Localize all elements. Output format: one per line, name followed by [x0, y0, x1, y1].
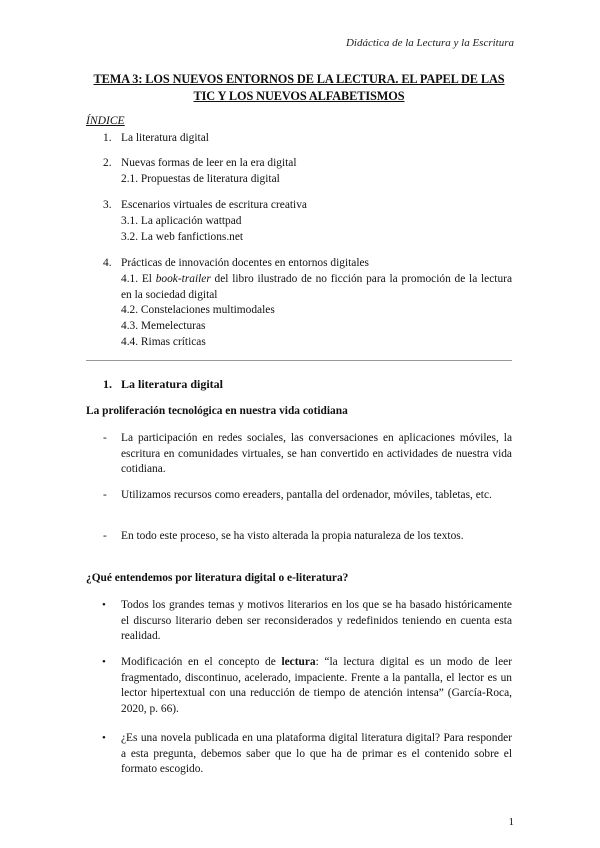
index-num: 3. [103, 199, 112, 211]
index-item: Nuevas formas de leer en la era digital [121, 157, 297, 169]
bullet-item: Todos los grandes temas y motivos literarios en los que se ha basado históricamente el discurso literario deben ser reconsiderados y redefinidos teniendo en cuenta esta realidad. [121, 599, 512, 642]
question-heading: ¿Qué entendemos por literatura digital o e-literatura? [86, 572, 349, 584]
page-number: 1 [508, 816, 514, 828]
index-subitem: 3.2. La web fanfictions.net [121, 231, 244, 243]
bullet-item: ¿Es una novela publicada en una plataforma digital literatura digital? Para responder a esta pregunta, debemos saber que lo que ha de primar es el contenido sobre el formato escogido. [121, 732, 512, 775]
page-title-line1: TEMA 3: LOS NUEVOS ENTORNOS DE LA LECTURA. EL PAPEL DE LAS [93, 72, 505, 86]
index-subitem: 2.1. Propuestas de literatura digital [121, 173, 280, 185]
dash-marker: - [103, 530, 107, 542]
dash-marker: - [103, 489, 107, 501]
page-title [86, 71, 512, 105]
running-header: Didáctica de la Lectura y la Escritura [345, 37, 514, 49]
index-num: 4. [103, 257, 112, 269]
index-subitem: 3.1. La aplicación wattpad [121, 215, 242, 227]
page-title-line2: TIC Y LOS NUEVOS ALFABETISMOS [193, 89, 405, 103]
subheading: La proliferación tecnológica en nuestra vida cotidiana [86, 405, 348, 417]
section-title: La literatura digital [121, 377, 223, 391]
index-subitem: 4.2. Constelaciones multimodales [121, 304, 275, 316]
dash-item: En todo este proceso, se ha visto alterada la propia naturaleza de los textos. [121, 530, 464, 542]
index-subitem: 4.3. Memelecturas [121, 320, 206, 332]
index-item: Escenarios virtuales de escritura creativa [121, 199, 307, 211]
bullet-marker: • [102, 656, 106, 668]
bullet-marker: • [102, 732, 106, 744]
dash-item: La participación en redes sociales, las conversaciones en aplicaciones móviles, la escritura en comunidades virtuales, se han convertido en actividades de nuestra vida cotidiana. [121, 432, 512, 475]
index-subitem: 4.4. Rimas críticas [121, 336, 206, 348]
index-item: Prácticas de innovación docentes en entornos digitales [121, 257, 369, 269]
section-number: 1. [103, 377, 112, 391]
index-subitem-4-1: 4.1. El book-trailer del libro ilustrado de no ficción para la promoción de la lectura en la sociedad digital [121, 273, 512, 301]
divider [86, 360, 512, 361]
bullet-item: Modificación en el concepto de lectura: “la lectura digital es un modo de leer fragmentado, discontinuo, acelerado, impaciente. Frente a la pantalla, el lector es un lector hipertextual con una reducción de tiempo de atención intensa” (García-Roca, 2020, p. 66). [121, 656, 512, 715]
bullet-marker: • [102, 599, 106, 611]
dash-item: Utilizamos recursos como ereaders, pantalla del ordenador, móviles, tabletas, etc. [121, 489, 492, 501]
index-num: 2. [103, 157, 112, 169]
index-item: La literatura digital [121, 132, 209, 144]
index-heading: ÍNDICE [86, 114, 125, 127]
index-num: 1. [103, 132, 112, 144]
dash-marker: - [103, 432, 107, 444]
